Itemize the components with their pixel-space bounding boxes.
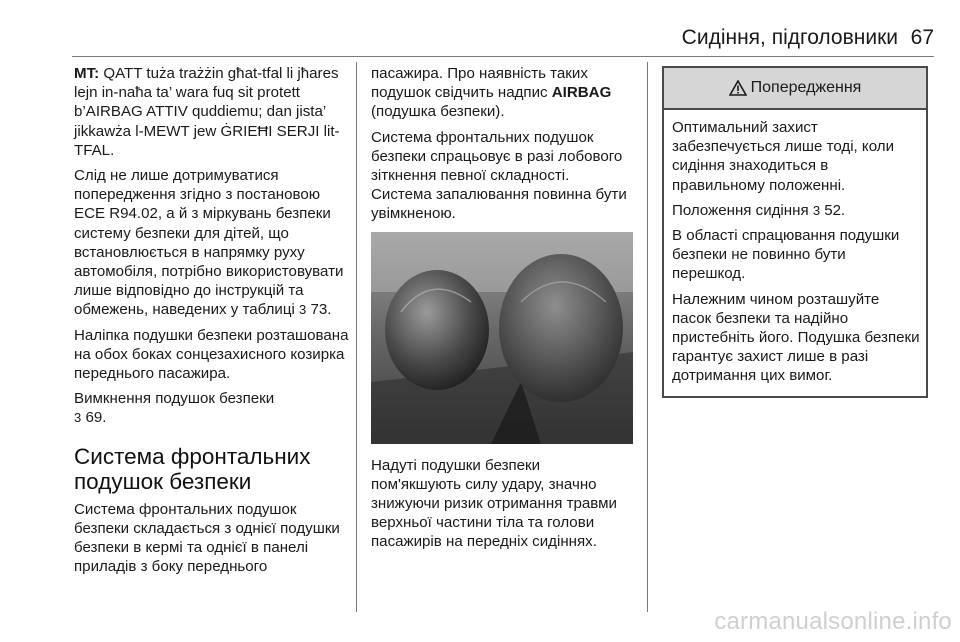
image-caption: Надуті подушки безпеки пом'якшують силу удару, значно знижуючи ризик отримання травми верхньої частини тіла та голови пасажирів на передніх сидіннях. xyxy=(371,456,617,551)
ece-text: Слід не лише дотримуватися попередження згідно з постановою ECE R94.02, а й з міркувань безпеки систему безпеки для дітей, що встановлюється в напрямку руху автомобіля, потрібно використовувати лише відповідно до інструкцій та обмежень, наведених у таблиці xyxy=(74,167,344,319)
header-divider xyxy=(72,56,934,57)
warning-box xyxy=(662,66,928,398)
sticker-paragraph: Наліпка подушки безпеки розташована на обох боках сонцезахисного козирка переднього пасажира. xyxy=(74,326,349,383)
warning-body xyxy=(664,110,926,396)
column-2 xyxy=(371,64,633,558)
seat-position-reference[interactable]: 52. xyxy=(824,201,846,219)
warning-title: Попередження xyxy=(750,79,862,96)
reference-arrow-icon: 3 xyxy=(812,202,821,218)
column-1 xyxy=(74,64,349,582)
page-number: 67 xyxy=(910,26,934,49)
reference-arrow-icon: 3 xyxy=(74,410,82,426)
column-divider-1 xyxy=(356,62,357,612)
warning-paragraph-1: Оптимальний захист забезпечується лише тоді, коли сидіння знаходиться в правильному положенні. xyxy=(672,119,895,194)
system-paragraph: Система фронтальних подушок безпеки складається з однієї подушки безпеки в кермі та однієї в панелі приладів з боку переднього xyxy=(74,500,340,576)
airbag-word: AIRBAG xyxy=(551,84,612,102)
mt-label: MT: xyxy=(74,65,100,82)
watermark: carmanualsonline.info xyxy=(714,608,952,635)
deactivation-text: Вимкнення подушок безпеки xyxy=(74,390,275,408)
deactivation-reference[interactable]: 69. xyxy=(85,409,107,427)
airbags-illustration xyxy=(371,232,633,444)
maltese-warning-paragraph xyxy=(74,64,349,160)
reference-arrow-icon: 3 xyxy=(299,302,307,318)
warning-paragraph-4: Належним чином розташуйте пасок безпеки та надійно пристебніть його. Подушка безпеки гарантує захист лише в разі дотримання цих вимог. xyxy=(672,290,920,385)
deactivation-paragraph xyxy=(74,389,349,427)
warning-paragraph-3: В області спрацювання подушки безпеки не повинно бути перешкод. xyxy=(672,227,900,283)
airbag-label-end: (подушка безпеки). xyxy=(371,103,505,121)
seat-position-text: Положення сидіння xyxy=(672,201,809,219)
warning-triangle-icon xyxy=(729,80,747,96)
mt-text: QATT tuża trażżin għat-tfal li jħares lejn in-naħa ta’ wara fuq sit protett b’AIRBAG ATTIV quddiemu; dan jista’ jikkawża l-MEWT jew ĠRIEĦI SERJI lit-TFAL. xyxy=(74,65,340,159)
airbag-label-paragraph xyxy=(371,64,633,122)
page-header xyxy=(0,0,960,56)
section-title: Сидіння, підголовники xyxy=(681,26,898,49)
warning-paragraph-2 xyxy=(672,201,920,220)
section-heading: Система фронтальних подушок безпеки xyxy=(74,443,311,494)
column-divider-2 xyxy=(647,62,648,612)
airbag-label-start: пасажира. Про наявність таких подушок свідчить надпис xyxy=(371,65,588,102)
table-reference[interactable]: 73. xyxy=(310,301,332,319)
warning-header xyxy=(664,68,926,110)
deployment-paragraph: Система фронтальних подушок безпеки спрацьовує в разі лобового зіткнення певної складності. Система запалювання повинна бути увімкненою. xyxy=(371,128,627,223)
inflated-airbags-image xyxy=(371,232,633,444)
ece-paragraph xyxy=(74,166,349,320)
